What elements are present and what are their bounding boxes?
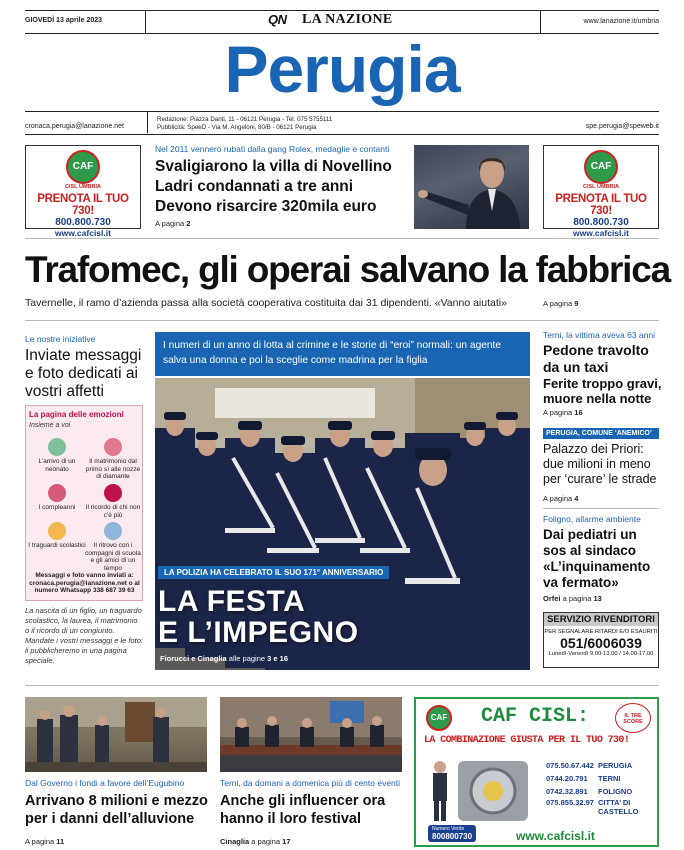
ad-phone-row: 0742.32.891 FOLIGNO [546, 787, 633, 796]
main-subtitle: Tavernelle, il ramo d’azienda passa alla società cooperativa costituita dai 31 dipendenti. «Vanno aiutati» [25, 297, 507, 309]
title-line: E L’IMPEGNO [158, 616, 359, 649]
caf-logo: CAF [584, 150, 618, 184]
graduation-icon [48, 522, 66, 540]
emotions-title: La pagina delle emozioni [29, 410, 124, 419]
section-rule [25, 685, 659, 686]
cake-icon [48, 484, 66, 502]
friends-icon [104, 522, 122, 540]
service-box [543, 612, 659, 668]
caf-logo-sub: CISL UMBRIA [65, 184, 101, 190]
caf-ad-left[interactable] [25, 145, 141, 238]
story2-page: A pagina 4 [543, 494, 579, 503]
masthead-divider [147, 111, 148, 133]
ad-phone-row: 0744.20.791 TERNI [546, 774, 621, 783]
story3-page: Orfei a pagina 13 [543, 594, 602, 603]
main-page-ref: A pagina 9 [543, 299, 579, 308]
ad-phone-list [546, 759, 656, 816]
website-link[interactable]: www.lanazione.it/umbria [583, 18, 659, 25]
masthead-rule [25, 111, 659, 112]
emotion-item: I compleanni [28, 484, 86, 512]
rings-icon [104, 438, 122, 456]
top-story-page: A pagina 2 [155, 219, 191, 228]
ad-phone: 800.800.730 [573, 217, 629, 228]
emotion-item: Il matrimonio dal primo sì alle nozze di diamante [84, 438, 142, 481]
bottom2-kicker: Terni, da domani a domenica più di cento eventi [220, 778, 401, 788]
top-story-headline[interactable] [155, 157, 392, 217]
ad-title: PRENOTA IL TUO 730! [37, 193, 129, 217]
green-number-label: Numero Verde [432, 826, 465, 832]
story1-kicker: Terni, la vittima aveva 63 anni [543, 330, 655, 340]
caf-logo: CAF [66, 150, 100, 184]
paper-name: LA NAZIONE [302, 12, 393, 27]
story2-title[interactable]: Palazzo dei Priori: due milioni in meno per ‘curare’ le strade [543, 442, 657, 486]
caf-logo: CAF [426, 705, 452, 731]
feature-banner: I numeri di un anno di lotta al crimine e le storie di “eroi” normali: un agente salva una donna e poi la sceglie come madrina per la figlia [155, 332, 530, 376]
story3-title[interactable]: Dai pediatri un sos al sindaco «L’inquinamento va fermato» [543, 527, 651, 590]
service-title: SERVIZIO RIVENDITORI [544, 613, 658, 626]
emotion-item: Il ricordo di chi non c’è più [84, 484, 142, 519]
story1-title[interactable]: Pedone travolto da un taxi [543, 342, 649, 375]
emotion-item: L’arrivo di un neonato [28, 438, 86, 473]
service-hours: Lunedì-Venerdì 9.00-13.00 / 14.00-17.00 [548, 651, 654, 657]
title-line: LA FESTA [158, 585, 306, 618]
column-rule [543, 508, 659, 509]
person-silhouette [414, 145, 529, 229]
bottom1-kicker: Dal Governo i fondi a favore dell’Eugubino [25, 778, 185, 788]
caf-ad-right[interactable] [543, 145, 659, 238]
main-headline[interactable]: Trafomec, gli operai salvano la fabbrica [25, 249, 670, 290]
heart-icon [104, 484, 122, 502]
green-number-badge[interactable] [428, 825, 476, 842]
caf-logo-sub: CISL UMBRIA [583, 184, 619, 190]
ad-phone-row: 075.855.32.97 CITTA’ DI CASTELLO [546, 798, 639, 816]
top-rule [25, 10, 659, 11]
emotions-subtitle: Insieme a voi [29, 422, 71, 429]
baby-icon [48, 438, 66, 456]
press-conference-illustration [220, 697, 402, 772]
photo-kicker: LA POLIZIA HA CELEBRATO IL SUO 171° ANNIVERSARIO [158, 566, 389, 579]
city-title: Perugia [224, 32, 460, 106]
bottom2-title[interactable]: Anche gli influencer ora hanno il loro festival [220, 793, 386, 827]
flood-photo [25, 697, 207, 772]
caf-big-ad[interactable] [414, 697, 659, 847]
flood-workers-illustration [25, 697, 207, 772]
ad-url: www.cafcisl.it [55, 228, 111, 238]
ad-subtitle: LA COMBINAZIONE GIUSTA PER IL TUO 730! [424, 735, 630, 746]
bottom1-page: A pagina 11 [25, 837, 65, 846]
headline-line: Svaligiarono la villa di Novellino [155, 158, 392, 175]
ad-title: PRENOTA IL TUO 730! [555, 193, 647, 217]
emotion-item: I traguardi scolastici [28, 522, 86, 550]
masthead-rule [25, 134, 659, 135]
green-number: 800800730 [432, 832, 473, 841]
story2-tag: PERUGIA, COMUNE ‘ANEMICO’ [543, 428, 659, 439]
service-number[interactable]: 051/6006039 [560, 635, 642, 651]
story3-kicker: Foligno, allarme ambiente [543, 514, 641, 524]
top-story-kicker: Nel 2011 vennero rubati dalla gang Rolex, medaglie e contanti [155, 144, 390, 154]
ad-phone: 800.800.730 [55, 217, 111, 228]
ad-url[interactable]: www.cafcisl.it [516, 829, 595, 843]
newsroom-email[interactable]: cronaca.perugia@lanazione.net [25, 123, 124, 130]
ad-phone-row: 075.50.67.442 PERUGIA [546, 761, 633, 770]
bottom1-title[interactable]: Arrivano 8 milioni e mezzo per i danni dell’alluvione [25, 793, 208, 827]
section-rule [25, 238, 659, 239]
safe-illustration [428, 753, 538, 823]
story1-subtitle: Ferite troppo gravi, muore nella notte [543, 376, 662, 406]
initiative-body: La nascita di un figlio, un traguardo scolastico, la laurea, il matrimonio o il ricordo di un congiunto. Mandate i vostri messaggi e le foto: li pubblicheremo in una pagina speciale. [25, 606, 143, 665]
emotion-item: Il ritrovo con i compagni di scuola e gli amici di un tempo [84, 522, 142, 572]
ad-url: www.cafcisl.it [573, 228, 629, 238]
emotions-box [25, 405, 143, 601]
story1-page: A pagina 16 [543, 408, 583, 417]
qn-logo: QN [268, 12, 287, 27]
headline-line: Ladri condannati a tre anni [155, 178, 354, 195]
section-rule [25, 320, 659, 321]
festival-photo [220, 697, 402, 772]
ads-address: Pubblicità: SpeeD - Via M. Angeloni, 80/B - 06121 Perugia [157, 124, 317, 131]
ad-title: CAF CISL: [481, 705, 590, 728]
initiative-title[interactable]: Inviate messaggi e foto dedicati ai vostri affetti [25, 347, 142, 400]
feature-title[interactable] [158, 586, 359, 648]
initiative-kicker: Le nostre iniziative [25, 334, 96, 344]
feature-byline: Fiorucci e Cinaglia alle pagine 3 e 16 [160, 654, 289, 663]
bottom2-page: Cinaglia a pagina 17 [220, 837, 291, 846]
headline-line: Devono risarcire 320mila euro [155, 198, 377, 215]
send-instructions: Messaggi e foto vanno inviati a: cronaca.perugia@lanazione.net o al numero Whatsapp 338 687 39 63 [29, 572, 140, 594]
issue-date: GIOVEDÌ 13 aprile 2023 [25, 17, 103, 24]
newsroom-address: Redazione: Piazza Danti, 11 - 06121 Perugia - Tel. 075 5755111 [157, 116, 333, 123]
promo-badge: IL TRE SCORE [615, 703, 651, 733]
ads-email[interactable]: spe.perugia@speweb.it [585, 123, 659, 130]
service-line: PER SEGNALARE RITARDI E/O ESAURITI [544, 629, 658, 635]
novellino-photo [414, 145, 529, 229]
